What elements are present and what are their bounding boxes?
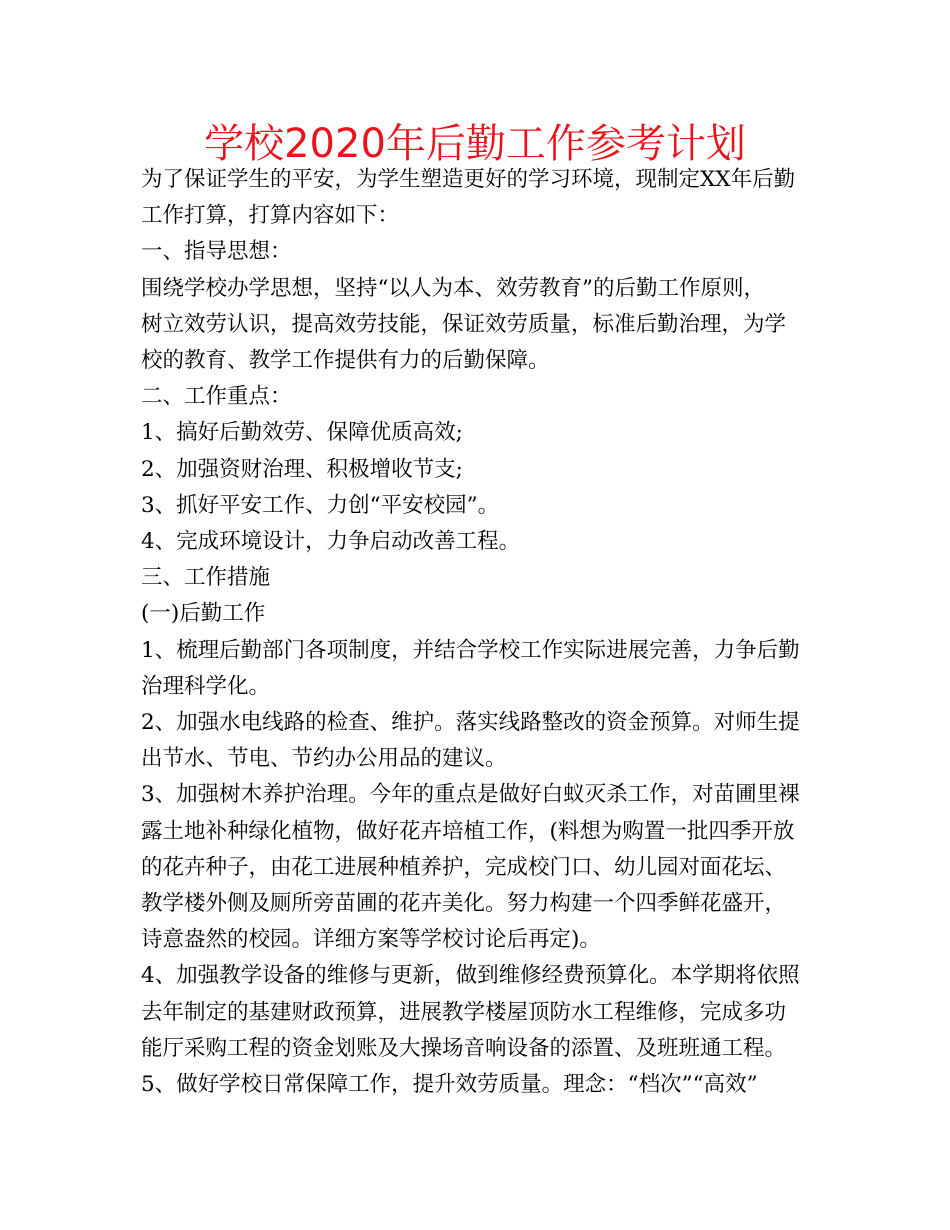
- document-line: 2、加强资财治理、积极增收节支;: [141, 456, 463, 482]
- document-line: 露土地补种绿化植物，做好花卉培植工作，(料想为购置一批四季开放: [141, 818, 795, 844]
- document-line: 出节水、节电、节约办公用品的建议。: [141, 746, 507, 772]
- document-line: (一)后勤工作: [141, 601, 266, 627]
- document-line: 二、工作重点：: [141, 384, 292, 410]
- document-line: 1、梳理后勤部门各项制度，并结合学校工作实际进展完善，力争后勤: [141, 637, 800, 663]
- document-line: 2、加强水电线路的检查、维护。落实线路整改的资金预算。对师生提: [141, 710, 800, 736]
- document-line: 4、完成环境设计，力争启动改善工程。: [141, 529, 521, 555]
- document-line: 为了保证学生的平安，为学生塑造更好的学习环境，现制定XX年后勤: [141, 167, 796, 192]
- document-line: 3、抓好平安工作、力创“平安校园”。: [141, 492, 500, 518]
- document-line: 教学楼外侧及厕所旁苗圃的花卉美化。努力构建一个四季鲜花盛开，: [141, 891, 787, 917]
- document-line: 治理科学化。: [141, 673, 271, 699]
- document-line: 工作打算，打算内容如下：: [141, 203, 400, 229]
- document-line: 能厅采购工程的资金划账及大操场音响设备的添置、及班班通工程。: [141, 1035, 787, 1061]
- document-line: 树立效劳认识，提高效劳技能，保证效劳质量，标准后勤治理，为学: [141, 311, 787, 337]
- document-body: [141, 162, 821, 1103]
- document-line: 校的教育、教学工作提供有力的后勤保障。: [141, 348, 550, 374]
- document-line: 一、指导思想：: [141, 239, 292, 265]
- document-line: 围绕学校办学思想，坚持“以人为本、效劳教育”的后勤工作原则，: [141, 275, 765, 301]
- document-line: 去年制定的基建财政预算，进展教学楼屋顶防水工程维修，完成多功: [141, 999, 787, 1025]
- document-title: 学校2020年后勤工作参考计划: [204, 121, 746, 167]
- document-line: 1、搞好后勤效劳、保障优质高效;: [141, 420, 463, 446]
- document-line: 5、做好学校日常保障工作，提升效劳质量。理念：“档次”“高效”: [141, 1072, 758, 1098]
- document-line: 3、加强树木养护治理。今年的重点是做好白蚁灭杀工作，对苗圃里裸: [141, 782, 800, 808]
- document-line: 的花卉种子，由花工进展种植养护，完成校门口、幼儿园对面花坛、: [141, 854, 787, 880]
- document-line: 诗意盎然的校园。详细方案等学校讨论后再定)。: [141, 927, 601, 953]
- document-line: 4、加强教学设备的维修与更新，做到维修经费预算化。本学期将依照: [141, 963, 800, 989]
- document-line: 三、工作措施: [141, 565, 271, 591]
